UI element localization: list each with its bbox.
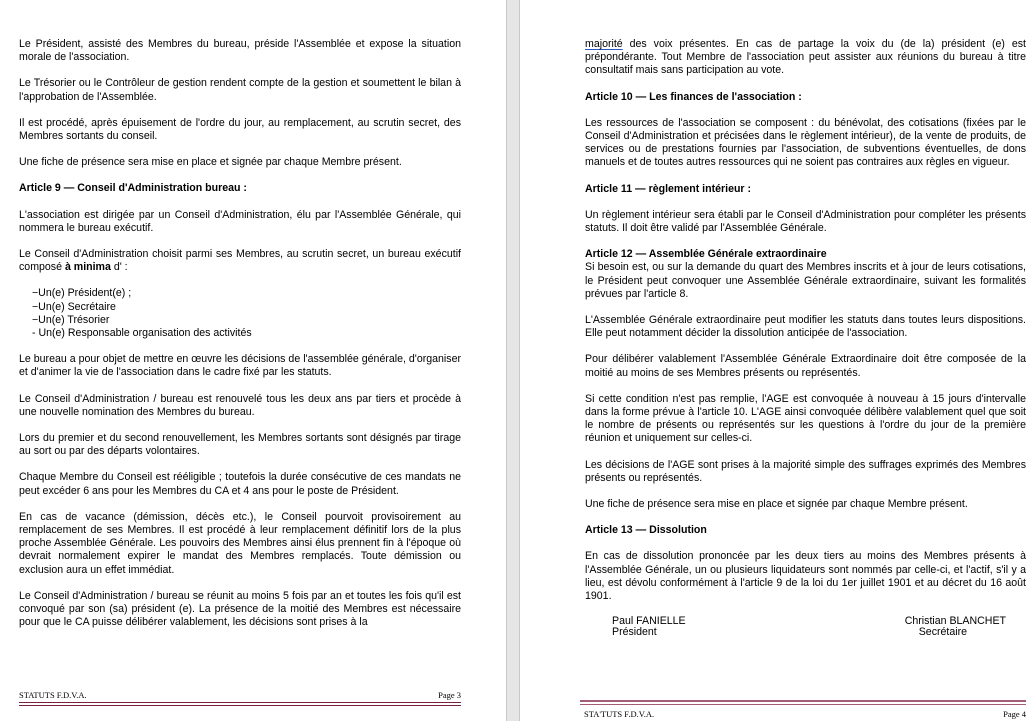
signatory-role: Président: [612, 626, 657, 639]
list-item: −Un(e) Président(e) ;: [32, 287, 132, 300]
page-4-footer: [580, 700, 1026, 720]
footer-rule: [580, 700, 1026, 702]
footer-label: STATUTS F.D.V.A.: [19, 690, 87, 700]
paragraph: Une fiche de présence sera mise en place et signée par chaque Membre présent.: [585, 498, 968, 511]
paragraph: En cas de dissolution prononcée par les deux tiers au moins des Membres présents à l'Assemblée Générale, un ou plusieurs liquidateurs sont nommés par celle-ci, et l'actif, s'il y a lieu, est dévolu conformément à l'article 9 de la loi du 1er juillet 1901 et au décret du 16 août 1901.: [585, 550, 1026, 603]
list-item: - Un(e) Responsable organisation des activités: [32, 327, 252, 340]
article-11-heading: Article 11 — règlement intérieur :: [585, 182, 752, 195]
paragraph: Une fiche de présence sera mise en place et signée par chaque Membre présent.: [19, 156, 402, 169]
paragraph: Le Trésorier ou le Contrôleur de gestion rendent compte de la gestion et soumettent le bilan à l'approbation de l'Assemblée.: [19, 77, 461, 103]
paragraph: Les décisions de l'AGE sont prises à la majorité simple des suffrages exprimés des Membres présents ou représentés.: [585, 458, 1026, 484]
paragraph: Si besoin est, ou sur la demande du quart des Membres inscrits et à jour de leurs cotisations, le Président peut convoquer une Assemblée Générale extraordinaire, suivant les formalités prévues par l'article 8.: [585, 261, 1026, 300]
spellcheck-word[interactable]: majorité: [585, 38, 623, 50]
page-number: Page 3: [438, 690, 461, 700]
page-3-body: [19, 38, 461, 643]
page-3-footer: [19, 690, 461, 710]
paragraph: Si cette condition n'est pas remplie, l'AGE est convoquée à nouveau à 15 jours d'intervalle dans la forme prévue à l'article 10. L'AGE ainsi convoquée délibère valablement quel que soit le nombre de présents ou représentés sur les questions à l'ordre du jour de la première réunion et uniquement sur celles-ci.: [585, 392, 1026, 445]
paragraph: L'association est dirigée par un Conseil d'Administration, élu par l'Assemblée Générale, qui nommera le bureau exécutif.: [19, 208, 461, 234]
page-4-body: [585, 38, 1026, 638]
footer-rule: [19, 705, 461, 706]
signature-block: [585, 616, 1026, 638]
article-10-heading: Article 10 — Les finances de l'association :: [585, 90, 802, 103]
article-9-heading: Article 9 — Conseil d'Administration bureau :: [19, 182, 247, 195]
signature-president: [585, 616, 686, 638]
signatory-name: Paul FANIELLE: [612, 615, 686, 628]
footer-rule: [19, 702, 461, 703]
paragraph: Le bureau a pour objet de mettre en œuvre les décisions de l'assemblée générale, d'organiser et d'animer la vie de l'association dans le cadre fixé par les statuts.: [19, 353, 461, 379]
paragraph: Le Conseil d'Administration / bureau est renouvelé tous les deux ans par tiers et procède à une nouvelle nomination des Membres du bureau.: [19, 392, 461, 418]
document-page-4: [520, 0, 1036, 721]
paragraph: Le Conseil d'Administration / bureau se réunit au moins 5 fois par an et toutes les fois qu'il est convoqué par son (sa) président (e). La présence de la moitié des Membres est nécessaire pour que le CA puisse délibérer valablement, les décisions sont prises à la: [19, 589, 461, 629]
text: des voix présentes. En cas de partage la voix du (de la) président (e) est prépondérante. Tout Membre de l'association peut assister aux réunions du bureau à titre consultatif mais sans participation au vote.: [585, 38, 1026, 77]
list-item: −Un(e) Trésorier: [32, 313, 110, 326]
paragraph: [585, 38, 1026, 78]
signatory-role: Secrétaire: [918, 626, 968, 639]
paragraph: [19, 248, 461, 274]
paragraph: L'Assemblée Générale extraordinaire peut modifier les statuts dans toutes leurs dispositions. Elle peut notamment décider la dissolution anticipée de l'association.: [585, 314, 1026, 340]
paragraph: Le Président, assisté des Membres du bureau, préside l'Assemblée et expose la situation morale de l'association.: [19, 38, 461, 64]
text: Le Conseil d'Administration choisit parmi ses Membres, au scrutin secret, un bureau exécutif composé: [19, 248, 461, 274]
article-13-heading: Article 13 — Dissolution: [585, 524, 707, 537]
text: d' :: [110, 261, 128, 274]
page-number: Page 4: [1003, 709, 1026, 719]
paragraph: Les ressources de l'association se composent : du bénévolat, des cotisations (fixées par le Conseil d'Administration et précisées dans le règlement intérieur), de la vente de produits, de services ou de prestations fournies par l'association, de subventions éventuelles, de dons manuels et de toutes autres ressources qui ne soient pas contraires aux règles en vigueur.: [585, 116, 1026, 169]
page-gap: [506, 0, 520, 721]
bold-text: à minima: [64, 261, 111, 274]
document-page-3: [0, 0, 506, 721]
bureau-members-list: [19, 287, 461, 340]
paragraph: Chaque Membre du Conseil est rééligible ; toutefois la durée consécutive de ces mandats ne peut excéder 6 ans pour les Membres du CA et 4 ans pour le poste de Président.: [19, 471, 461, 497]
paragraph: Un règlement intérieur sera établi par le Conseil d'Administration pour compléter les présents statuts. Il doit être validé par l'Assemblée Générale.: [585, 208, 1026, 235]
footer-rule: [580, 704, 1026, 705]
list-item: −Un(e) Secrétaire: [32, 300, 116, 313]
paragraph: Il est procédé, après épuisement de l'ordre du jour, au remplacement, au scrutin secret, des Membres sortants du conseil.: [19, 116, 461, 143]
signatory-name: Christian BLANCHET: [904, 615, 1006, 628]
signature-secretary: [905, 616, 1026, 638]
article-12-heading: Article 12 — Assemblée Générale extraordinaire: [585, 248, 827, 261]
paragraph: Pour délibérer valablement l'Assemblée Générale Extraordinaire doit être composée de la moitié au moins de ses Membres présents ou représentés.: [585, 353, 1026, 379]
paragraph: Lors du premier et du second renouvellement, les Membres sortants sont désignés par tirage au sort ou par des départs volontaires.: [19, 432, 461, 458]
footer-label: STA'TUTS F.D.V.A.: [584, 709, 655, 719]
paragraph: En cas de vacance (démission, décès etc.), le Conseil pourvoit provisoirement au remplacement de ses Membres. Il est procédé à leur remplacement définitif lors de la plus proche Assemblée Générale. Les pouvoirs des Membres ainsi élus prennent fin à l'époque où devrait normalement expirer le mandat des Membres remplacés. Toute démission ou exclusion aura un effet immédiat.: [19, 510, 461, 576]
